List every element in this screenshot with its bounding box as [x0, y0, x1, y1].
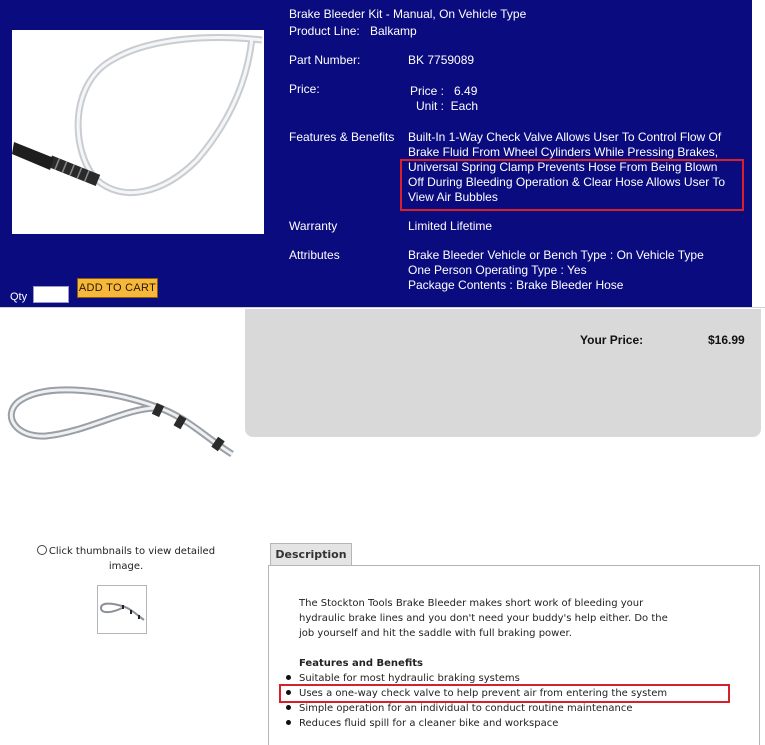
bullet-icon — [286, 675, 291, 680]
bullet-icon — [286, 720, 291, 725]
add-to-cart-button[interactable]: ADD TO CART — [77, 278, 158, 298]
product-line-label: Product Line: — [289, 24, 360, 38]
brake-bleeder-hose-image — [12, 30, 264, 234]
warranty-label: Warranty — [289, 219, 338, 233]
thumbnail-hint — [26, 544, 226, 574]
features-label: Features & Benefits — [289, 130, 395, 144]
main-product-image[interactable] — [6, 368, 238, 464]
qty-input[interactable] — [33, 286, 69, 303]
description-line: hydraulic brake lines and you don't need your buddy's help either. Do the — [299, 613, 668, 624]
thumbnail-hint-line1: Click thumbnails to view detailed — [48, 546, 216, 557]
bullet-icon — [286, 705, 291, 710]
product-line-value: Balkamp — [370, 24, 417, 38]
page-margin — [752, 0, 765, 307]
part-number-label: Part Number: — [289, 53, 361, 67]
part-number-value: BK 7759089 — [408, 53, 475, 67]
thumbnail-hose-image — [98, 586, 146, 633]
features-line: Brake Fluid From Wheel Cylinders While Pressing Brakes, — [408, 145, 719, 159]
attributes-label: Attributes — [289, 248, 340, 262]
features-line: Universal Spring Clamp Prevents Hose From Being Blown — [408, 160, 718, 174]
feature-bullet: Uses a one-way check valve to help prevent air from entering the system — [299, 688, 668, 699]
highlight-box-spring-clamp — [400, 159, 744, 211]
product-thumbnail[interactable] — [97, 585, 147, 634]
qty-label: Qty — [10, 291, 28, 303]
attribute-line: Brake Bleeder Vehicle or Bench Type : On Vehicle Type — [408, 248, 704, 262]
attribute-line: Package Contents : Brake Bleeder Hose — [408, 278, 624, 292]
bleeder-hose-photo — [6, 368, 238, 464]
description-line: The Stockton Tools Brake Bleeder makes short work of bleeding your — [299, 598, 644, 609]
price-panel — [245, 309, 761, 437]
your-price-label: Your Price: — [580, 333, 644, 347]
warranty-value: Limited Lifetime — [408, 219, 493, 233]
feature-bullet: Suitable for most hydraulic braking systems — [299, 673, 520, 684]
description-line: job yourself and hit the saddle with full braking power. — [299, 628, 572, 639]
attribute-line: One Person Operating Type : Yes — [408, 263, 587, 277]
features-heading: Features and Benefits — [299, 658, 423, 669]
unit-value: Unit : Each — [416, 99, 479, 113]
feature-bullet: Reduces fluid spill for a cleaner bike and workspace — [299, 718, 559, 729]
thumbnail-hint-line2: image. — [108, 561, 144, 572]
your-price-value: $16.99 — [708, 333, 745, 347]
features-line: Built-In 1-Way Check Valve Allows User To Control Flow Of — [408, 130, 722, 144]
product-image-hose — [12, 30, 264, 234]
tab-description[interactable]: Description — [270, 543, 352, 565]
features-line: View Air Bubbles — [408, 190, 498, 204]
price-value: Price : 6.49 — [410, 84, 478, 98]
features-line: Off During Bleeding Operation & Clear Hose Allows User To — [408, 175, 726, 189]
product-title: Brake Bleeder Kit - Manual, On Vehicle Type — [289, 7, 527, 21]
highlight-box-check-valve — [279, 684, 730, 703]
section-divider — [0, 307, 765, 308]
feature-bullet: Simple operation for an individual to conduct routine maintenance — [299, 703, 633, 714]
magnifier-icon — [37, 545, 47, 555]
product-detail-panel — [0, 0, 752, 307]
price-label: Price: — [289, 82, 320, 96]
